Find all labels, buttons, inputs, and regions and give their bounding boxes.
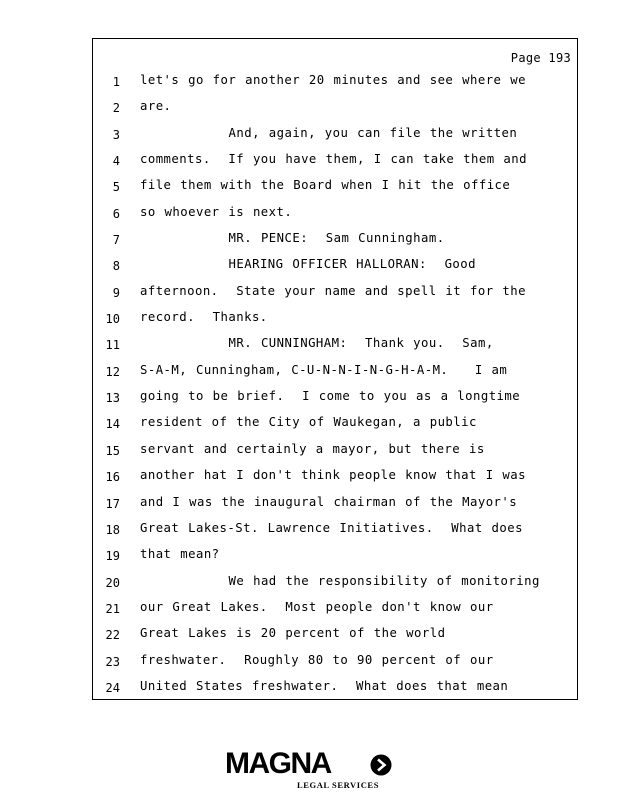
transcript-line bbox=[93, 252, 577, 278]
page-number: Page 193 bbox=[510, 51, 571, 65]
line-text: And, again, you can file the written bbox=[140, 125, 518, 140]
transcript-line bbox=[93, 173, 577, 199]
transcript-line bbox=[93, 516, 577, 542]
transcript-line bbox=[93, 542, 577, 568]
line-number: 22 bbox=[105, 628, 120, 643]
line-number: 13 bbox=[105, 391, 120, 406]
transcript-line bbox=[93, 358, 577, 384]
transcript-line bbox=[93, 331, 577, 357]
line-text: MR. CUNNINGHAM: Thank you. Sam, bbox=[140, 336, 494, 351]
line-text: We had the responsibility of monitoring bbox=[140, 573, 540, 588]
line-text: so whoever is next. bbox=[140, 204, 293, 219]
line-number: 7 bbox=[112, 233, 120, 248]
line-text: are. bbox=[140, 99, 172, 114]
line-text: let's go for another 20 minutes and see where we bbox=[140, 73, 526, 87]
line-number: 18 bbox=[105, 522, 120, 537]
transcript-page bbox=[92, 38, 578, 700]
line-number: 24 bbox=[105, 680, 120, 695]
transcript-line bbox=[93, 674, 577, 700]
line-number: 19 bbox=[105, 549, 120, 564]
transcript-line bbox=[93, 68, 577, 94]
line-number: 14 bbox=[105, 417, 120, 432]
line-number: 5 bbox=[112, 180, 120, 195]
line-number: 17 bbox=[105, 496, 120, 511]
line-text: our Great Lakes. Most people don't know our bbox=[140, 599, 494, 614]
transcript-line bbox=[93, 147, 577, 173]
transcript-line bbox=[93, 305, 577, 331]
transcript-line bbox=[93, 621, 577, 647]
logo-wordmark: MAGNA bbox=[225, 747, 331, 780]
line-number: 8 bbox=[112, 259, 120, 274]
line-number: 23 bbox=[105, 654, 120, 669]
line-number: 21 bbox=[105, 601, 120, 616]
transcript-line bbox=[93, 121, 577, 147]
transcript-line bbox=[93, 490, 577, 516]
line-text: Great Lakes-St. Lawrence Initiatives. What does bbox=[140, 520, 523, 535]
line-number: 20 bbox=[105, 575, 120, 590]
line-text: S-A-M, Cunningham, C-U-N-N-I-N-G-H-A-M. I am bbox=[140, 362, 508, 377]
line-text: MR. PENCE: Sam Cunningham. bbox=[140, 231, 445, 246]
transcript-line bbox=[93, 437, 577, 463]
logo-subtitle: LEGAL SERVICES bbox=[297, 780, 380, 790]
line-number: 2 bbox=[112, 101, 120, 116]
line-text: comments. If you have them, I can take them and bbox=[140, 152, 527, 167]
line-number: 11 bbox=[105, 338, 120, 353]
transcript-line bbox=[93, 569, 577, 595]
line-text: afternoon. State your name and spell it for the bbox=[140, 283, 526, 298]
line-number: 12 bbox=[105, 364, 120, 379]
line-number: 6 bbox=[112, 206, 120, 221]
line-text: United States freshwater. What does that mean bbox=[140, 678, 509, 693]
line-text: going to be brief. I come to you as a longtime bbox=[140, 389, 521, 404]
line-number: 15 bbox=[105, 443, 120, 458]
line-text: freshwater. Roughly 80 to 90 percent of our bbox=[140, 652, 494, 667]
line-number: 9 bbox=[112, 285, 120, 300]
transcript-line bbox=[93, 595, 577, 621]
line-number: 16 bbox=[105, 470, 120, 485]
line-number: 3 bbox=[112, 127, 120, 142]
transcript-line bbox=[93, 226, 577, 252]
line-text: record. Thanks. bbox=[140, 310, 268, 325]
transcript-line bbox=[93, 200, 577, 226]
line-text: file them with the Board when I hit the office bbox=[140, 178, 511, 193]
line-number: 1 bbox=[112, 75, 120, 89]
chevron-right-circle-icon bbox=[370, 754, 392, 776]
transcript-line bbox=[93, 410, 577, 436]
line-text: another hat I don't think people know that I was bbox=[140, 468, 526, 483]
line-text: servant and certainly a mayor, but there is bbox=[140, 441, 485, 456]
line-text: and I was the inaugural chairman of the Mayor's bbox=[140, 494, 518, 509]
transcript-line bbox=[93, 279, 577, 305]
line-text: Great Lakes is 20 percent of the world bbox=[140, 626, 446, 641]
transcript-line bbox=[93, 384, 577, 410]
transcript-line bbox=[93, 94, 577, 120]
transcript-line bbox=[93, 648, 577, 674]
transcript-lines bbox=[93, 68, 577, 700]
line-text: resident of the City of Waukegan, a public bbox=[140, 415, 477, 430]
line-text: that mean? bbox=[140, 547, 220, 562]
line-number: 4 bbox=[112, 154, 120, 169]
transcript-line bbox=[93, 463, 577, 489]
magna-logo bbox=[225, 748, 397, 792]
line-number: 10 bbox=[105, 312, 120, 327]
line-text: HEARING OFFICER HALLORAN: Good bbox=[140, 257, 476, 272]
